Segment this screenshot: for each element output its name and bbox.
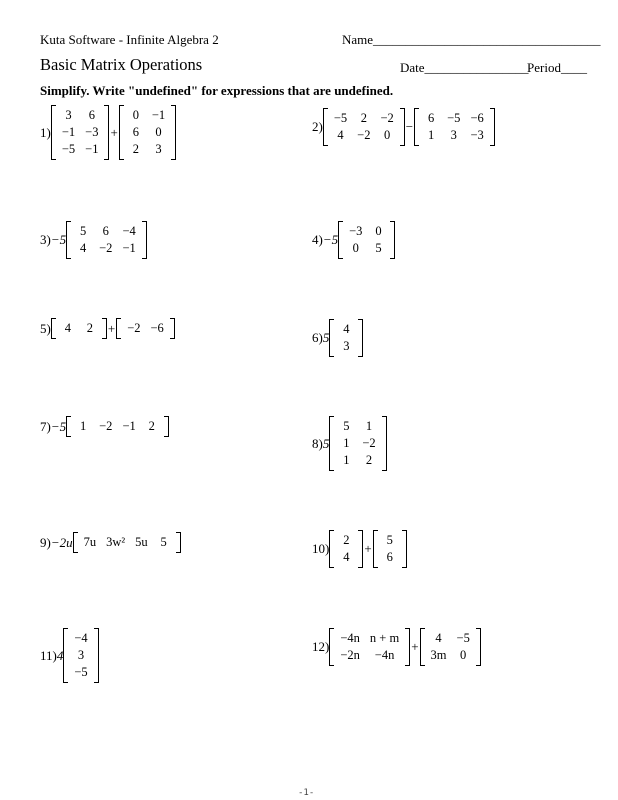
problem-number: 8) [312,435,323,451]
matrix-entry: 4 [435,631,442,645]
matrix [329,530,363,568]
matrix-entry: 6 [132,125,139,139]
problem-5 [40,318,175,339]
problem-number: 11) [40,647,57,663]
matrix-entry: 3w² [106,535,126,549]
matrix-row [125,141,170,158]
matrix-grid [335,532,357,566]
matrix-row [72,418,163,435]
matrix-entry: −3 [349,224,363,238]
scalar-coefficient: 4 [56,647,64,663]
matrix-entry: 3 [450,128,457,142]
problem-8 [312,416,387,471]
matrix-entry: 0 [384,128,391,142]
operator: + [107,320,116,336]
matrix-entry: −1 [61,125,76,139]
matrix-row [79,534,175,551]
matrix-entry: 5 [375,241,382,255]
matrix-entry: 0 [352,241,359,255]
matrix [338,221,395,259]
matrix-entry: −4 [74,631,88,645]
matrix-entry: 3 [343,339,350,353]
matrix-entry: −4 [122,224,136,238]
matrix-entry: 5 [80,224,87,238]
matrix-entry: 2 [132,142,139,156]
matrix-entry: 4 [343,322,350,336]
problem-10 [312,530,407,568]
matrix-row [344,223,389,240]
matrix-entry: 6 [386,550,393,564]
matrix-entry: 6 [102,224,109,238]
matrix [119,105,176,160]
matrix-row [57,320,101,337]
matrix-grid [329,110,399,144]
worksheet-title: Basic Matrix Operations [40,55,203,74]
matrix-entry: −5 [61,142,76,156]
matrix-entry: −6 [150,321,164,335]
matrix-row [379,532,401,549]
problem-11 [40,628,99,683]
matrix-entry: −5 [456,631,470,645]
matrix-entry: −5 [333,111,348,125]
matrix-entry: −2n [340,648,360,662]
operator: + [364,541,372,556]
matrix-entry: −1 [122,419,136,433]
matrix-row [335,338,357,355]
matrix [329,319,363,357]
matrix-entry: 0 [460,648,467,662]
problem-6 [312,319,363,357]
matrix-row [335,549,357,566]
scalar-coefficient: −5 [322,232,339,247]
matrix-entry: 4 [343,550,350,564]
matrix [51,318,107,339]
matrix-entry: −2 [99,241,113,255]
matrix-entry: 0 [132,108,139,122]
matrix-entry: −3 [85,125,99,139]
problem-number: 7) [40,418,51,434]
matrix-entry: 5u [135,535,148,549]
name-field-label: Name___________________________________ [342,32,601,47]
scalar-coefficient: 5 [322,330,330,345]
problem-number: 1) [40,124,51,140]
matrix-row [72,240,141,257]
matrix-row [379,549,401,566]
matrix-entry: 2 [365,453,373,467]
matrix [373,530,407,568]
problem-4 [312,221,395,259]
matrix [414,108,495,146]
matrix-row [69,630,92,647]
scalar-coefficient: 5 [322,435,330,451]
matrix-entry: −4n [374,648,395,662]
scalar-coefficient: −5 [50,232,67,247]
matrix-row [335,418,380,435]
matrix-entry: n + m [369,631,400,645]
problem-number: 3) [40,232,51,247]
matrix-entry: 1 [428,128,435,142]
matrix-grid [57,320,101,337]
matrix-entry: 1 [343,436,350,450]
matrix-row [57,141,104,158]
matrix-entry: 2 [86,321,93,335]
problem-number: 9) [40,534,51,550]
matrix [73,532,181,553]
problem-number: 6) [312,330,323,345]
matrix-row [72,223,141,240]
matrix-entry: 0 [375,224,382,238]
matrix-entry: 6 [428,111,435,125]
matrix-grid [335,321,357,355]
matrix-grid [344,223,389,257]
scalar-coefficient: −5 [50,418,67,434]
matrix-row [335,630,404,647]
matrix-row [335,532,357,549]
matrix [329,628,410,666]
matrix-entry: 3 [155,142,162,156]
matrix-entry: −2 [380,111,394,125]
matrix-grid [335,630,404,664]
matrix-entry: 4 [337,128,344,142]
matrix-entry: 0 [155,125,162,139]
matrix-grid [72,418,163,435]
matrix-grid [379,532,401,566]
problem-number: 10) [312,541,330,556]
matrix-entry: −6 [470,111,484,125]
matrix-entry: 1 [343,453,350,467]
instructions: Simplify. Write "undefined" for expressions that are undefined. [40,83,394,98]
matrix-row [426,630,475,647]
matrix-row [329,110,399,127]
matrix-row [344,240,389,257]
matrix [66,221,147,259]
matrix-row [426,647,475,664]
matrix-entry: −2 [357,128,371,142]
matrix [63,628,98,683]
problem-3 [40,221,147,259]
operator: + [110,124,118,140]
problem-number: 4) [312,232,323,247]
problem-1 [40,105,176,160]
matrix-entry: 1 [365,419,373,433]
matrix-entry: 3 [65,108,72,122]
matrix-entry: 2 [360,111,367,125]
problem-number: 12) [312,639,330,654]
matrix-entry: −2 [362,436,376,450]
matrix-row [125,124,170,141]
matrix-entry: 6 [88,108,95,122]
matrix-grid [335,418,380,469]
problem-9 [40,532,181,553]
problem-12 [312,628,481,666]
matrix [420,628,481,666]
matrix-row [69,664,92,681]
matrix-entry: −3 [470,128,484,142]
problem-2 [312,108,495,146]
matrix-entry: 5 [386,533,393,547]
matrix-entry: −2 [127,321,141,335]
matrix [116,318,175,339]
matrix-row [335,435,380,452]
matrix-entry: 3m [430,648,447,662]
matrix-row [69,647,92,664]
matrix-entry: 4 [64,321,71,335]
publisher-label: Kuta Software - Infinite Algebra 2 [40,32,219,47]
period-field-label: Period____ [527,60,587,75]
problem-number: 5) [40,320,51,336]
matrix [51,105,110,160]
matrix-row [335,647,404,664]
matrix-grid [125,107,170,158]
matrix-entry: 5 [160,535,167,549]
matrix [66,416,169,437]
matrix-grid [122,320,169,337]
matrix-entry: −4n [340,631,360,645]
matrix-row [125,107,170,124]
matrix-grid [69,630,92,681]
matrix-row [335,321,357,338]
matrix-entry: −1 [151,108,166,122]
matrix [329,416,386,471]
matrix-entry: 2 [343,533,350,547]
page-number: -1- [298,788,315,798]
matrix-entry: 3 [77,648,85,662]
matrix-grid [57,107,104,158]
matrix-entry: −5 [447,111,461,125]
matrix-row [57,124,104,141]
scalar-coefficient: −2u [50,534,73,550]
operator: − [405,119,414,134]
matrix-row [122,320,169,337]
matrix-entry: −1 [122,241,136,255]
matrix-entry: 4 [80,241,87,255]
matrix-row [420,127,489,144]
operator: + [411,639,419,654]
matrix-grid [72,223,141,257]
matrix-row [335,452,380,469]
date-field-label: Date________________ [400,60,529,75]
matrix-grid [426,630,475,664]
matrix-row [329,127,399,144]
matrix-entry: 2 [148,419,155,433]
matrix-entry: −5 [74,665,88,679]
matrix-row [57,107,104,124]
matrix-grid [79,534,175,551]
problem-number: 2) [312,119,323,134]
matrix-entry: −1 [85,142,99,156]
matrix-entry: 7u [83,535,97,549]
matrix-entry: 1 [80,419,87,433]
matrix [323,108,405,146]
matrix-row [420,110,489,127]
problem-7 [40,416,169,437]
matrix-grid [420,110,489,144]
matrix-entry: 5 [343,419,350,433]
matrix-entry: −2 [99,419,113,433]
